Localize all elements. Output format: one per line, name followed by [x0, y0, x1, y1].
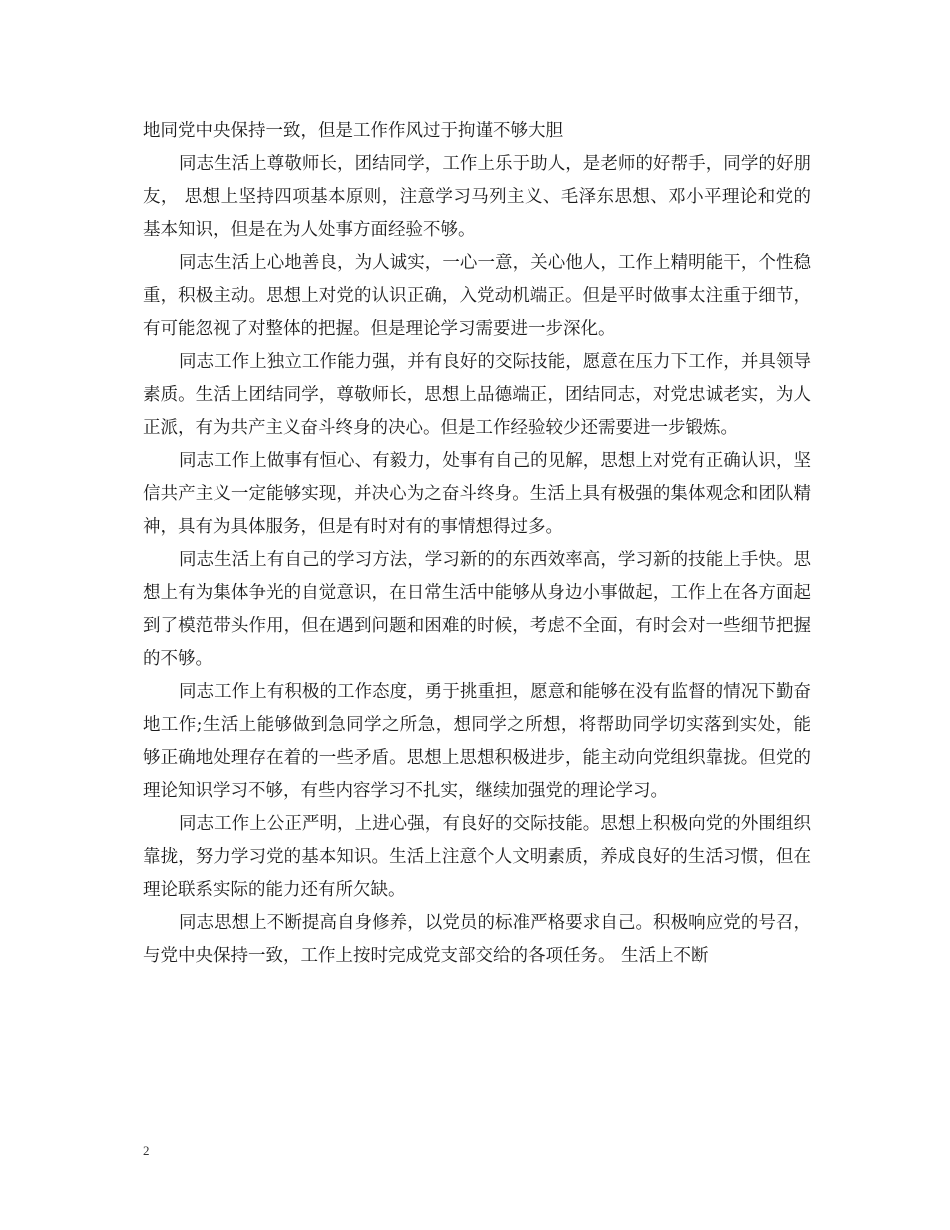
- paragraph: 同志生活上心地善良，为人诚实，一心一意，关心他人，工作上精明能干，个性稳重，积极主动。思想上对党的认识正确，入党动机端正。但是平时做事太注重于细节，有可能忽视了对整体的把握。但是理论学习需要进一步深化。: [143, 253, 811, 339]
- paragraph: 同志工作上做事有恒心、有毅力，处事有自己的见解，思想上对党有正确认识，坚信共产主义一定能够实现，并决心为之奋斗终身。生活上具有极强的集体观念和团队精神，具有为具体服务，但是有时对有的事情想得过多。: [143, 451, 811, 537]
- paragraph: 同志工作上有积极的工作态度，勇于挑重担，愿意和能够在没有监督的情况下勤奋地工作;生活上能够做到急同学之所急，想同学之所想，将帮助同学切实落到实处，能够正确地处理存在着的一些矛盾。思想上思想积极进步，能主动向党组织靠拢。但党的理论知识学习不够，有些内容学习不扎实，继续加强党的理论学习。: [143, 682, 811, 801]
- paragraph: 同志工作上独立工作能力强，并有良好的交际技能，愿意在压力下工作，并具领导素质。生活上团结同学，尊敬师长，思想上品德端正，团结同志，对党忠诚老实，为人正派，有为共产主义奋斗终身的决心。但是工作经验较少还需要进一步锻炼。: [143, 352, 811, 438]
- paragraph: 同志工作上公正严明，上进心强，有良好的交际技能。思想上积极向党的外围组织靠拢，努力学习党的基本知识。生活上注意个人文明素质，养成良好的生活习惯，但在理论联系实际的能力还有所欠缺。: [143, 814, 811, 900]
- paragraph: 同志思想上不断提高自身修养，以党员的标准严格要求自己。积极响应党的号召，与党中央保持一致，工作上按时完成党支部交给的各项任务。 生活上不断: [143, 913, 811, 966]
- paragraph: 同志生活上尊敬师长，团结同学，工作上乐于助人，是老师的好帮手，同学的好朋友， 思想上坚持四项基本原则，注意学习马列主义、毛泽东思想、邓小平理论和党的基本知识，但是在为人处事方面经验不够。: [143, 154, 811, 240]
- page-number: 2: [143, 1143, 150, 1158]
- document-body: [143, 115, 811, 973]
- paragraph: 同志生活上有自己的学习方法，学习新的的东西效率高，学习新的技能上手快。思想上有为集体争光的自觉意识，在日常生活中能够从身边小事做起，工作上在各方面起到了模范带头作用，但在遇到问题和困难的时候，考虑不全面，有时会对一些细节把握的不够。: [143, 550, 811, 669]
- paragraph-continuation: 地同党中央保持一致，但是工作作风过于拘谨不够大胆: [143, 121, 563, 141]
